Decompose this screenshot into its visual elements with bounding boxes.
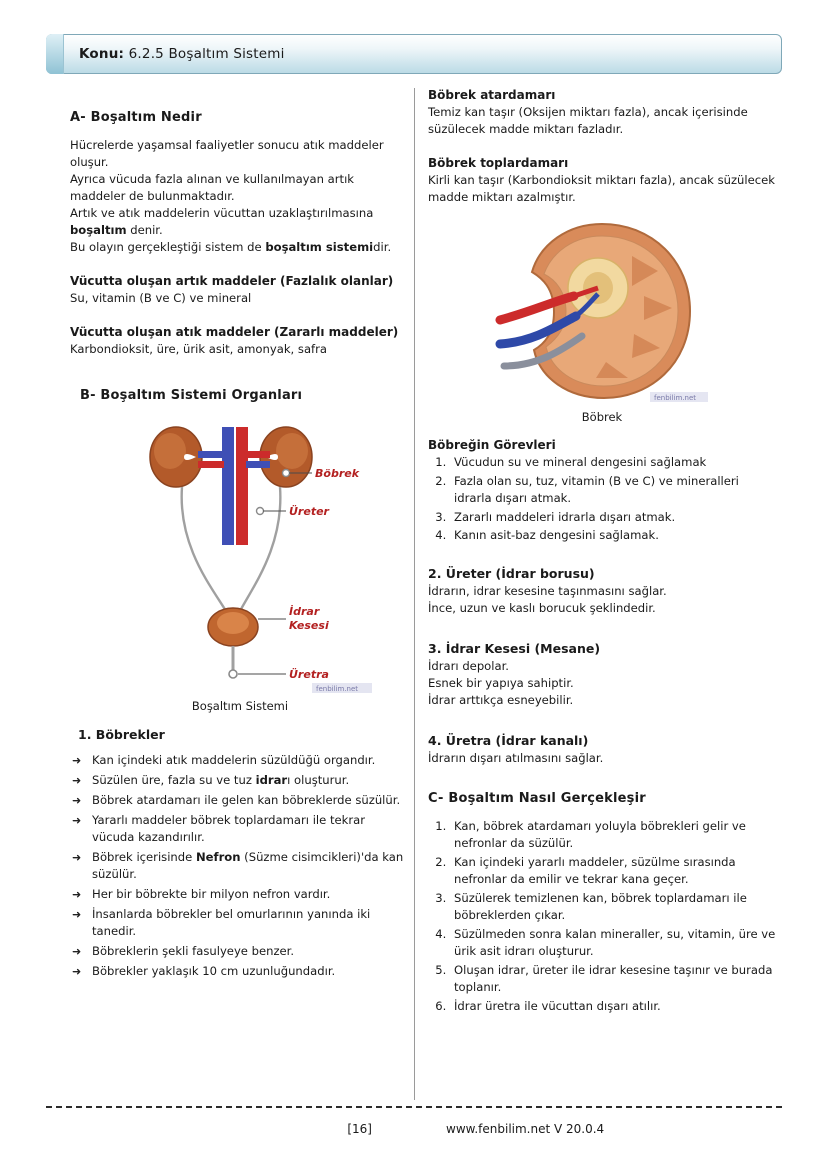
topic-header-text (79, 46, 285, 62)
label-kidney-text: Böbrek (315, 467, 360, 480)
list-item: ➜ Her bir böbrekte bir milyon nefron vardır. (70, 886, 410, 903)
waste-substances-text: Karbondioksit, üre, ürik asit, amonyak, safra (70, 342, 328, 356)
excretion-process-list (428, 818, 776, 1016)
urethra-title: 4. Üretra (İdrar kanalı) (428, 732, 589, 748)
list-item: ➜ Böbrekler yaklaşık 10 cm uzunluğundadır. (70, 963, 410, 980)
intro-paragraph-3 (70, 205, 410, 239)
intro-3-bold: boşaltım (70, 223, 127, 237)
list-item: ➜ Böbrek atardamarı ile gelen kan böbreklerde süzülür. (70, 792, 410, 809)
intro-3-text-b: denir. (126, 223, 163, 237)
bladder-line-2: Esnek bir yapıya sahiptir. (428, 675, 574, 690)
section-c-title: C- Boşaltım Nasıl Gerçekleşir (428, 790, 646, 806)
list-item: 3. Süzülerek temizlenen kan, böbrek toplardamarı ile böbreklerden çıkar. (450, 890, 776, 925)
page-number: [16] (347, 1122, 372, 1136)
kidney-facts-list (70, 752, 410, 980)
topic-label: Konu: (79, 46, 125, 62)
section-b-title: B- Boşaltım Sistemi Organları (80, 388, 303, 403)
ureter-title: 2. Üreter (İdrar borusu) (428, 565, 595, 581)
urethra-line-1: İdrarın dışarı atılmasını sağlar. (428, 750, 604, 765)
renal-vein-text: Kirli kan taşır (Karbondioksit miktarı fazla), ancak süzülecek madde miktarı azalmıştır. (428, 173, 775, 204)
kidneys-heading: 1. Böbrekler (78, 727, 165, 742)
list-item: ➜ Böbreklerin şekli fasulyeye benzer. (70, 943, 410, 960)
label-bladder-line1: İdrar (289, 605, 320, 618)
intro-paragraph-1: Hücrelerde yaşamsal faaliyetler sonucu atık maddeler oluşur. (70, 138, 384, 169)
system-figure-caption: Boşaltım Sistemi (191, 699, 289, 713)
column-divider (414, 88, 415, 1100)
list-item: ➜ Böbrek içerisinde Nefron (Süzme cisimcikleri)'da kan süzülür. (70, 849, 410, 883)
topic-title: 6.2.5 Boşaltım Sistemi (128, 46, 285, 62)
list-item: 2. Fazla olan su, tuz, vitamin (B ve C) ve mineralleri idrarla dışarı atmak. (450, 473, 776, 508)
right-column (428, 88, 776, 1016)
list-item: 3. Zararlı maddeleri idrarla dışarı atmak. (450, 509, 776, 527)
ureter-line-1: İdrarın, idrar kesesine taşınmasını sağlar. (428, 583, 667, 598)
intro-4-text-a: Bu olayın gerçekleştiği sistem de (70, 240, 266, 254)
list-item: 4. Kanın asit-baz dengesini sağlamak. (450, 527, 776, 545)
list-item: ➜ Kan içindeki atık maddelerin süzüldüğü organdır. (70, 752, 410, 769)
intro-3-text-a: Artık ve atık maddelerin vücuttan uzaklaştırılmasına (70, 206, 374, 220)
renal-vein-title: Böbrek toplardamarı (428, 156, 569, 170)
figure-watermark: fenbilim.net (316, 685, 359, 693)
intro-paragraph-4 (70, 239, 410, 256)
intro-4-bold: boşaltım sistemi (265, 240, 374, 254)
label-bladder-line2: Kesesi (289, 619, 329, 632)
kidney-cross-section-diagram (482, 216, 722, 406)
kidney-duties-title: Böbreğin Görevleri (428, 438, 556, 452)
renal-artery-text: Temiz kan taşır (Oksijen miktarı fazla), ancak içerisinde süzülecek madde miktarı fazladır. (428, 105, 748, 136)
kidney-figure-watermark: fenbilim.net (654, 394, 697, 402)
section-a-title: A- Boşaltım Nedir (70, 110, 202, 125)
list-item: 2. Kan içindeki yararlı maddeler, süzülme sırasında nefronlar da emilir ve tekrar kana geçer. (450, 854, 776, 889)
surplus-substances-text: Su, vitamin (B ve C) ve mineral (70, 291, 252, 305)
list-item: ➜ Yararlı maddeler böbrek toplardamarı ile tekrar vücuda kazandırılır. (70, 812, 410, 846)
label-ureter-text: Üreter (289, 505, 329, 518)
topic-header-banner (46, 34, 782, 74)
urinary-system-diagram (90, 415, 390, 695)
list-item: ➜ İnsanlarda böbrekler bel omurlarının yanında iki tanedir. (70, 906, 410, 940)
urinary-system-figure (70, 415, 410, 713)
bladder-title: 3. İdrar Kesesi (Mesane) (428, 640, 601, 656)
list-item: 4. Süzülmeden sonra kalan mineraller, su, vitamin, üre ve ürik asit idrarı oluşturur. (450, 926, 776, 961)
waste-substances-title: Vücutta oluşan atık maddeler (Zararlı maddeler) (70, 325, 399, 339)
kidney-figure (428, 216, 776, 424)
footer-divider (46, 1106, 782, 1108)
kidney-duties-list (428, 454, 776, 545)
list-item: 6. İdrar üretra ile vücuttan dışarı atılır. (450, 998, 776, 1016)
renal-artery-title: Böbrek atardamarı (428, 88, 556, 102)
bold-idrar: idrar (255, 773, 288, 787)
footer (46, 1122, 782, 1136)
header-accent-block (46, 34, 64, 74)
ureter-line-2: İnce, uzun ve kaslı borucuk şeklindedir. (428, 600, 656, 615)
list-item: 1. Kan, böbrek atardamarı yoluyla böbrekleri gelir ve nefronlar da süzülür. (450, 818, 776, 853)
list-item: 1. Vücudun su ve mineral dengesini sağlamak (450, 454, 776, 472)
footer-site-text: www.fenbilim.net V 20.0.4 (446, 1122, 605, 1136)
surplus-substances-title: Vücutta oluşan artık maddeler (Fazlalık olanlar) (70, 274, 394, 288)
bladder-line-3: İdrar arttıkça esneyebilir. (428, 692, 574, 707)
list-item: 5. Oluşan idrar, üreter ile idrar kesesine taşınır ve burada toplanır. (450, 962, 776, 997)
left-column (70, 110, 410, 983)
bladder-line-1: İdrarı depolar. (428, 658, 509, 673)
bold-nefron: Nefron (195, 850, 241, 864)
list-item: ➜ Süzülen üre, fazla su ve tuz idrarı oluşturur. (70, 772, 410, 789)
intro-paragraph-2: Ayrıca vücuda fazla alınan ve kullanılmayan artık maddeler de bulunmaktadır. (70, 172, 355, 203)
intro-4-text-b: dir. (373, 240, 392, 254)
kidney-figure-caption: Böbrek (581, 410, 623, 424)
label-urethra-text: Üretra (289, 668, 329, 681)
